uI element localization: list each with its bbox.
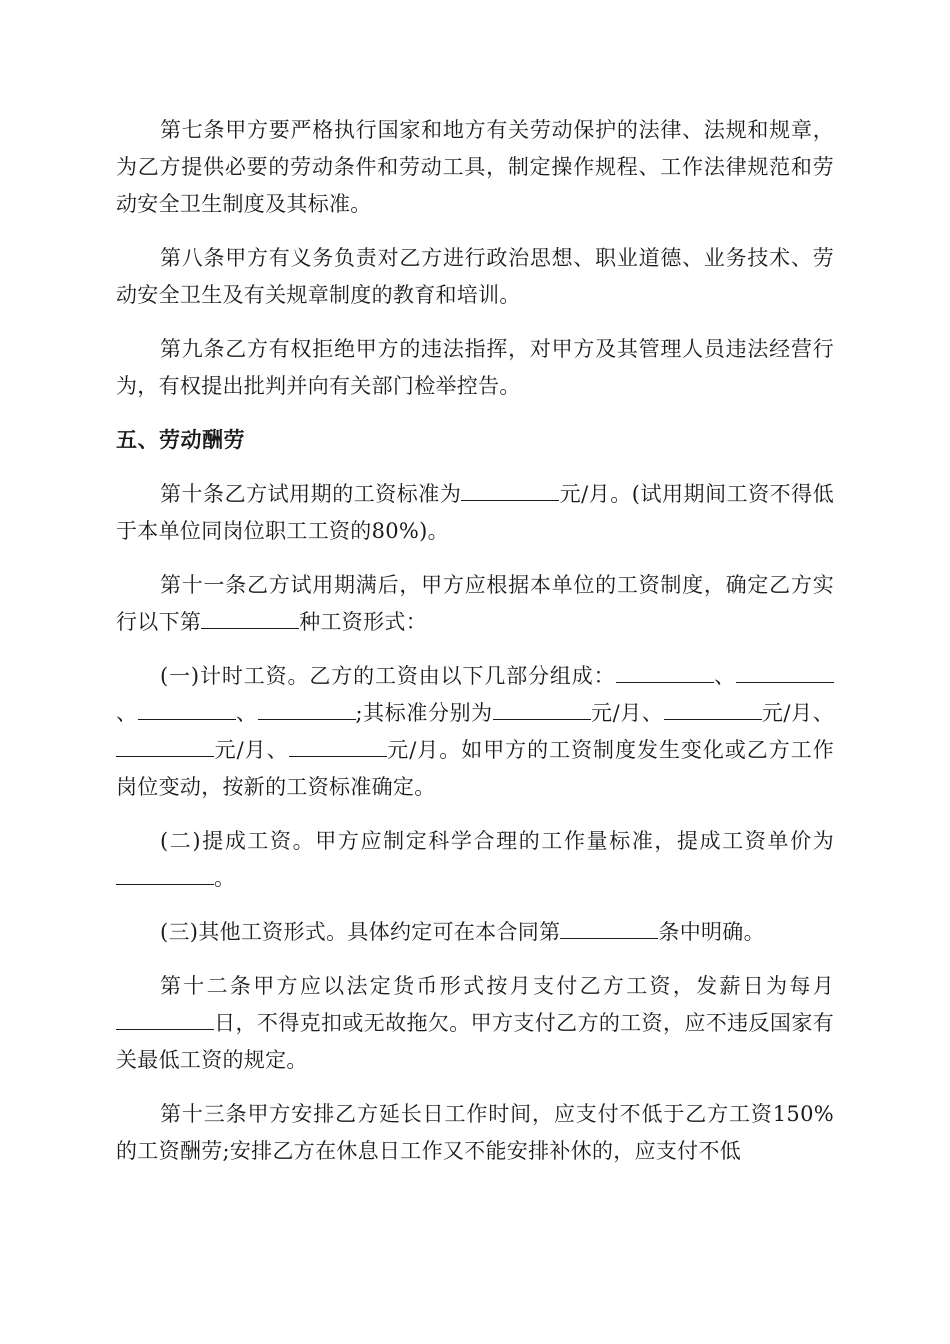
blank-field[interactable] xyxy=(664,701,762,720)
blank-field[interactable] xyxy=(461,482,559,501)
article-7: 第七条甲方要严格执行国家和地方有关劳动保护的法律、法规和规章，为乙方提供必要的劳动条件和劳动工具，制定操作规程、工作法律规范和劳动安全卫生制度及其标准。 xyxy=(116,118,834,216)
blank-field[interactable] xyxy=(116,738,214,757)
document-page xyxy=(116,112,834,1187)
blank-field[interactable] xyxy=(616,664,714,683)
item-3-other-wage xyxy=(116,914,834,951)
article-11 xyxy=(116,567,834,641)
article-8: 第八条甲方有义务负责对乙方进行政治思想、职业道德、业务技术、劳动安全卫生及有关规章制度的教育和培训。 xyxy=(116,246,834,307)
item-3-text-b: 条中明确。 xyxy=(658,920,765,944)
blank-field[interactable] xyxy=(201,610,299,629)
article-10-text-b: 元/月。(试用期间工资不得低于本单位同岗位职工工资的80%)。 xyxy=(116,482,835,543)
separator: 、 xyxy=(116,701,138,725)
unit-label: 元/月、 xyxy=(214,738,289,762)
article-9: 第九条乙方有权拒绝甲方的违法指挥，对甲方及其管理人员违法经营行为，有权提出批判并向有关部门检举控告。 xyxy=(116,337,834,398)
separator: 、 xyxy=(713,664,736,688)
section-heading-labor-pay: 五、劳动酬劳 xyxy=(116,428,245,452)
blank-field[interactable] xyxy=(289,738,387,757)
item-1-text-b: ;其标准分别为 xyxy=(355,701,493,725)
blank-field[interactable] xyxy=(138,701,236,720)
article-10 xyxy=(116,476,834,550)
article-13: 第十三条甲方安排乙方延长日工作时间，应支付不低于乙方工资150%的工资酬劳;安排乙方在休息日工作又不能安排补休的，应支付不低 xyxy=(116,1102,834,1163)
separator: 、 xyxy=(235,701,258,725)
item-2-text-a: (二)提成工资。甲方应制定科学合理的工作量标准，提成工资单价为 xyxy=(160,829,834,853)
unit-label: 元/月、 xyxy=(590,701,664,725)
article-12 xyxy=(116,968,834,1079)
blank-field[interactable] xyxy=(116,1011,214,1030)
unit-label: 元/月、 xyxy=(761,701,834,725)
article-11-text-a: 第十一条乙方试用期满后，甲方应根据本单位的工资制度，确定乙方实行以下第 xyxy=(116,573,834,634)
blank-field[interactable] xyxy=(560,920,658,939)
blank-field[interactable] xyxy=(736,664,834,683)
item-3-text-a: (三)其他工资形式。具体约定可在本合同第 xyxy=(160,920,561,944)
article-11-text-b: 种工资形式： xyxy=(299,610,428,634)
article-12-text-a: 第十二条甲方应以法定货币形式按月支付乙方工资，发薪日为每月 xyxy=(160,974,834,998)
item-1-text-a: (一)计时工资。乙方的工资由以下几部分组成： xyxy=(160,664,616,688)
item-1-text-c: 元/月。如甲方的工资制度发生变化或乙方工作岗位变动，按新的工资标准确定。 xyxy=(116,738,835,799)
blank-field[interactable] xyxy=(493,701,591,720)
blank-field[interactable] xyxy=(258,701,356,720)
item-2-commission-wage xyxy=(116,823,834,897)
item-2-text-b: 。 xyxy=(214,866,236,890)
article-10-text-a: 第十条乙方试用期的工资标准为 xyxy=(160,482,462,506)
article-12-text-b: 日，不得克扣或无故拖欠。甲方支付乙方的工资，应不违反国家有关最低工资的规定。 xyxy=(116,1011,834,1072)
blank-field[interactable] xyxy=(116,866,214,885)
item-1-hourly-wage xyxy=(116,658,834,806)
